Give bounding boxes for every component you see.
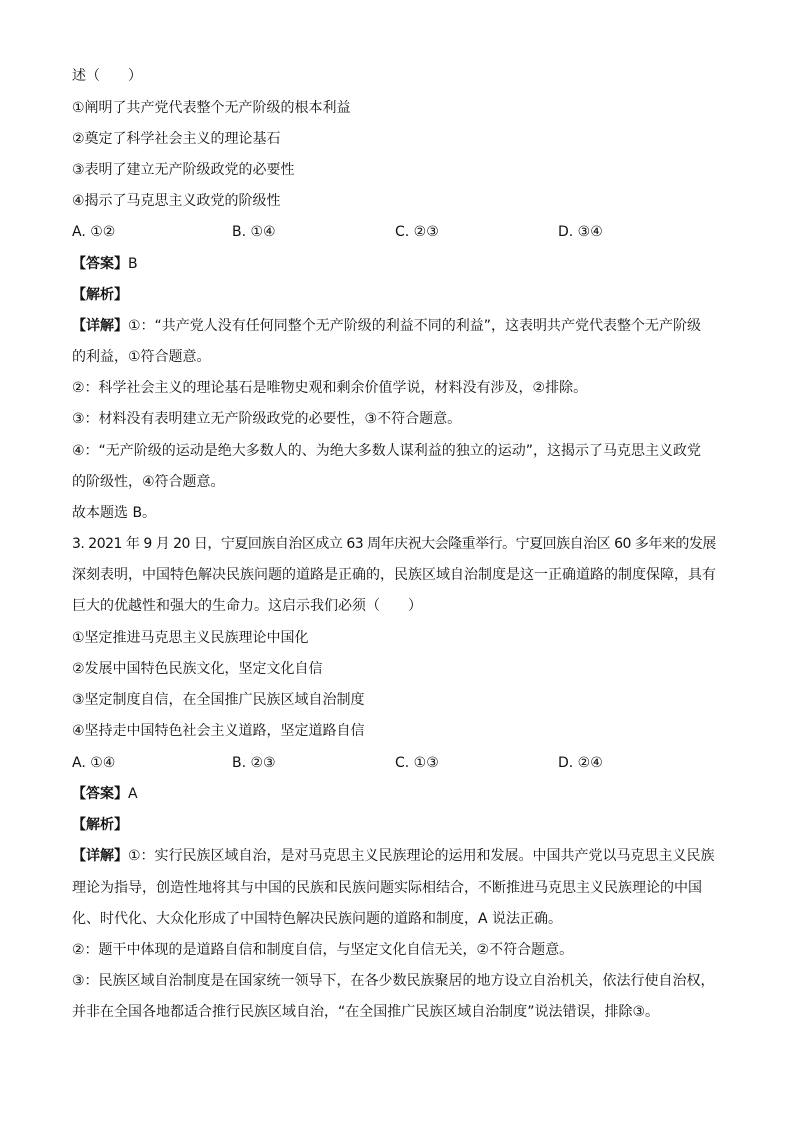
analysis-tag: 【解析】 — [72, 817, 128, 833]
q3-stem-line-1: 3. 2021 年 9 月 20 日，宁夏回族自治区成立 63 周年庆祝大会隆重举行。宁夏回族自治区 60 多年来的发展 — [72, 536, 716, 552]
q2-stem-end: 述（ ） — [72, 68, 142, 84]
q3-detail-line-5: ③：民族区域自治制度是在国家统一领导下，在各少数民族聚居的地方设立自治机关，依法行使自治权， — [72, 973, 715, 989]
q3-item-3: ③坚定制度自信，在全国推广民族区域自治制度 — [72, 692, 365, 708]
answer-value: B — [128, 256, 138, 272]
q2-options — [72, 222, 724, 242]
q2-analysis-tag — [72, 285, 724, 305]
detail-text: ①：“共产党人没有任何同整个无产阶级的利益不同的利益”，这表明共产党代表整个无产阶级 — [128, 318, 702, 334]
q3-analysis-tag — [72, 815, 724, 835]
q3-item-1: ①坚定推进马克思主义民族理论中国化 — [72, 630, 309, 646]
q2-item-3: ③表明了建立无产阶级政党的必要性 — [72, 162, 295, 178]
analysis-tag: 【解析】 — [72, 287, 128, 303]
q3-option-c: C. ①③ — [395, 755, 439, 771]
q2-option-c: C. ②③ — [395, 224, 439, 240]
q2-option-a: A. ①② — [72, 224, 116, 240]
q3-detail-line-4: ②：题干中体现的是道路自信和制度自信，与坚定文化自信无关，②不符合题意。 — [72, 942, 574, 958]
detail-tag: 【详解】 — [72, 848, 128, 864]
q3-option-a: A. ①④ — [72, 755, 116, 771]
q2-detail-line-4: ③：材料没有表明建立无产阶级政党的必要性，③不符合题意。 — [72, 411, 462, 427]
q3-detail-line-6: 并非在全国各地都适合推行民族区域自治，“在全国推广民族区域自治制度”说法错误，排除③。 — [72, 1004, 660, 1020]
answer-tag: 【答案】 — [72, 786, 128, 802]
q3-answer — [72, 784, 724, 804]
q3-detail-line-2: 理论为指导，创造性地将其与中国的民族和民族问题实际相结合，不断推进马克思主义民族理论的中国 — [72, 880, 702, 896]
q2-answer — [72, 254, 724, 274]
q3-option-b: B. ②③ — [232, 755, 276, 771]
q2-detail-line-2: 的利益，①符合题意。 — [72, 349, 211, 365]
q2-detail-line-1 — [72, 316, 724, 336]
q3-stem-line-3: 巨大的优越性和强大的生命力。这启示我们必须（ ） — [72, 598, 422, 614]
q2-item-2: ②奠定了科学社会主义的理论基石 — [72, 131, 281, 147]
detail-tag: 【详解】 — [72, 318, 128, 334]
q2-detail-line-5: ④：“无产阶级的运动是绝大多数人的、为绝大多数人谋利益的独立的运动”，这揭示了马克思主义政党 — [72, 443, 702, 459]
q3-item-2: ②发展中国特色民族文化，坚定文化自信 — [72, 661, 323, 677]
q3-option-d: D. ②④ — [558, 755, 603, 771]
q3-stem-line-2: 深刻表明，中国特色解决民族问题的道路是正确的，民族区域自治制度是这一正确道路的制度保障，具有 — [72, 567, 716, 583]
q3-detail-line-1 — [72, 846, 724, 866]
q3-item-4: ④坚持走中国特色社会主义道路，坚定道路自信 — [72, 723, 365, 739]
detail-text: ①：实行民族区域自治，是对马克思主义民族理论的运用和发展。中国共产党以马克思主义民族 — [128, 848, 715, 864]
answer-tag: 【答案】 — [72, 256, 128, 272]
q2-option-d: D. ③④ — [558, 224, 603, 240]
q3-detail-line-3: 化、时代化、大众化形成了中国特色解决民族问题的道路和制度，A 说法正确。 — [72, 911, 563, 927]
answer-value: A — [128, 786, 138, 802]
q3-options — [72, 753, 724, 773]
q2-item-4: ④揭示了马克思主义政党的阶级性 — [72, 193, 281, 209]
q2-detail-line-3: ②：科学社会主义的理论基石是唯物史观和剩余价值学说，材料没有涉及，②排除。 — [72, 380, 588, 396]
q2-item-1: ①阐明了共产党代表整个无产阶级的根本利益 — [72, 100, 351, 116]
q2-detail-line-6: 的阶级性，④符合题意。 — [72, 474, 225, 490]
q2-option-b: B. ①④ — [232, 224, 276, 240]
q2-conclusion: 故本题选 B。 — [72, 505, 157, 521]
